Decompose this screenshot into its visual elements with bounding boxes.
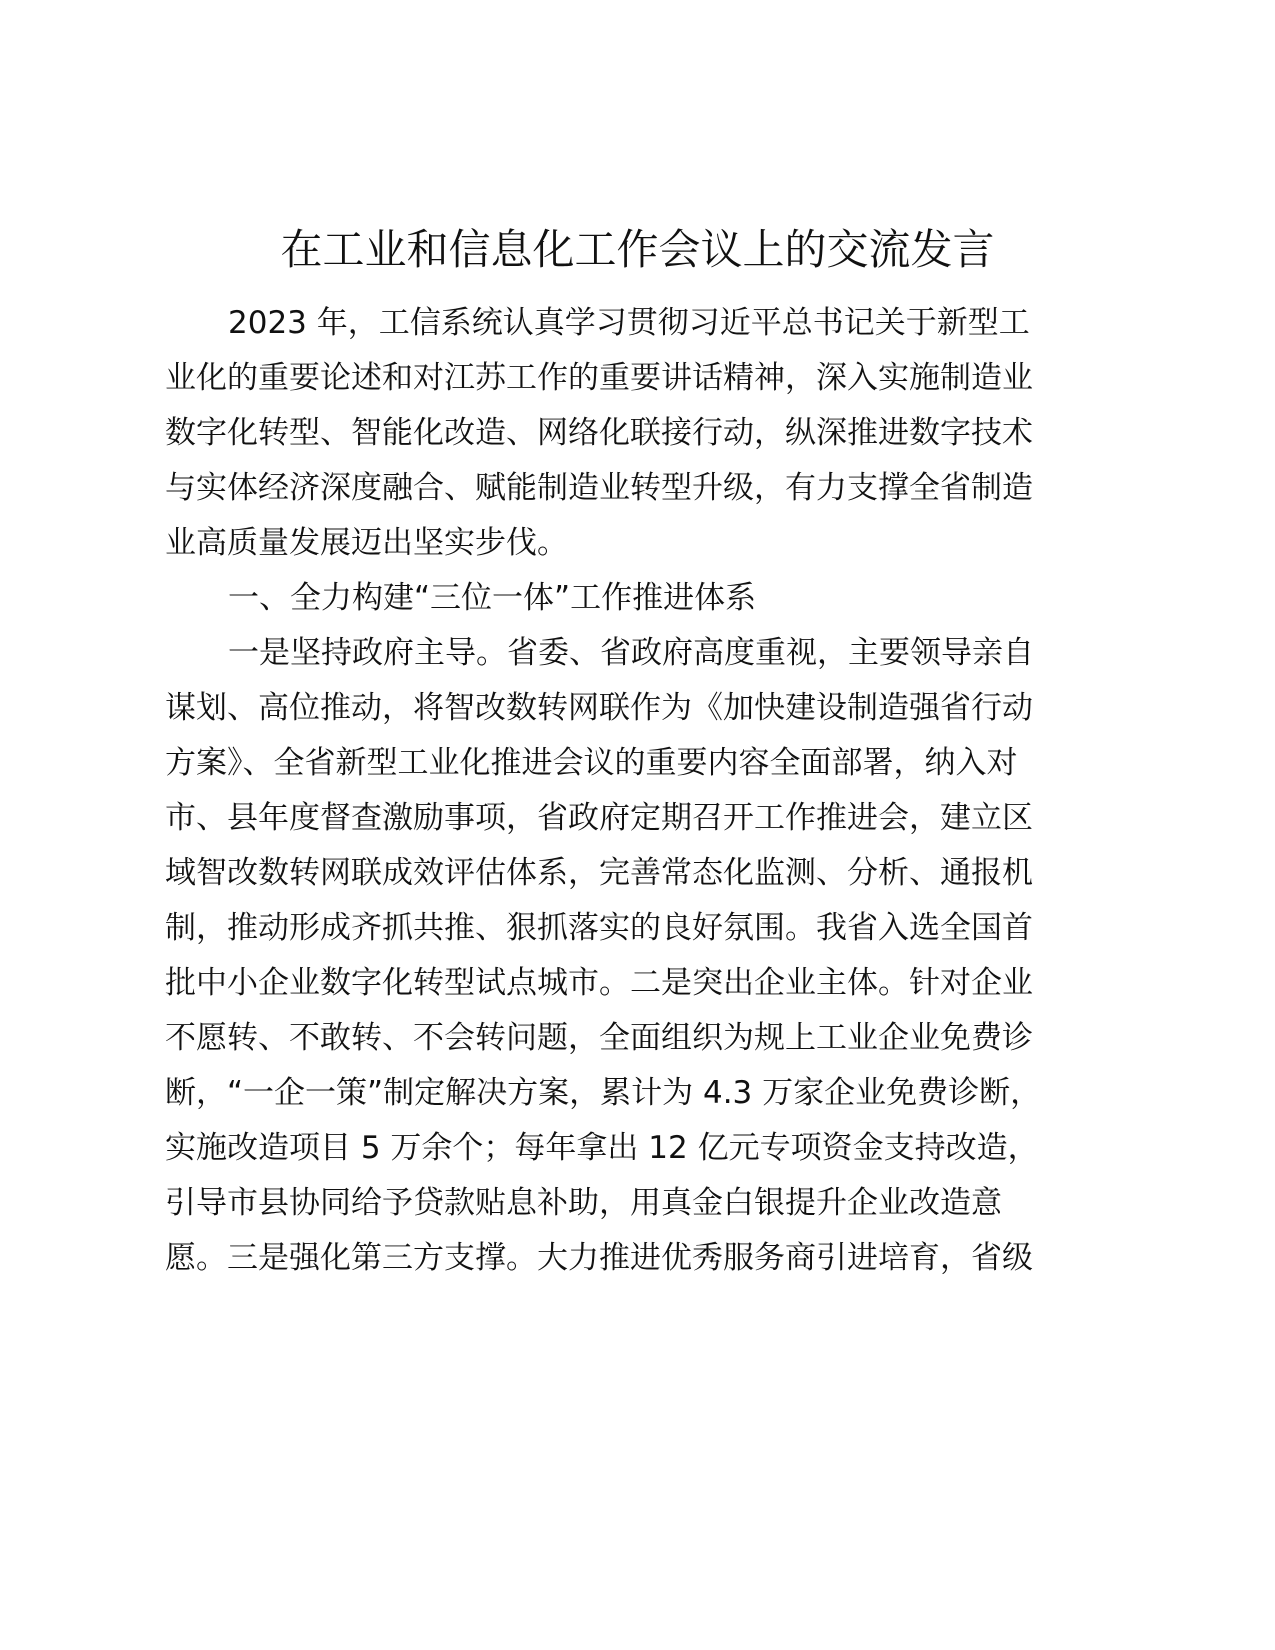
paragraph-line-5: 业高质量发展迈出坚实步伐。 — [165, 525, 568, 561]
paragraph-line-10: 市、县年度督查激励事项，省政府定期召开工作推进会，建立区 — [165, 800, 1033, 836]
paragraph-line-7: 一是坚持政府主导。省委、省政府高度重视，主要领导亲自 — [228, 635, 1034, 671]
paragraph-line-17: 引导市县协同给予贷款贴息补助，用真金白银提升企业改造意 — [165, 1185, 1002, 1221]
document-title: 在工业和信息化工作会议上的交流发言 — [280, 225, 995, 274]
paragraph-line-2: 业化的重要论述和对江苏工作的重要讲话精神，深入实施制造业 — [165, 360, 1033, 396]
paragraph-line-16: 实施改造项目 5 万余个；每年拿出 12 亿元专项资金支持改造， — [165, 1130, 1039, 1166]
paragraph-line-3: 数字化转型、智能化改造、网络化联接行动，纵深推进数字技术 — [165, 415, 1033, 451]
paragraph-line-14: 不愿转、不敢转、不会转问题，全面组织为规上工业企业免费诊 — [165, 1020, 1033, 1056]
paragraph-line-13: 批中小企业数字化转型试点城市。二是突出企业主体。针对企业 — [165, 965, 1033, 1001]
paragraph-line-15: 断，“一企一策”制定解决方案，累计为 4.3 万家企业免费诊断， — [165, 1075, 1042, 1111]
paragraph-line-11: 域智改数转网联成效评估体系，完善常态化监测、分析、通报机 — [165, 855, 1033, 891]
paragraph-line-8: 谋划、高位推动，将智改数转网联作为《加快建设制造强省行动 — [165, 690, 1033, 726]
paragraph-line-1: 2023 年，工信系统认真学习贯彻习近平总书记关于新型工 — [228, 305, 1030, 341]
paragraph-line-4: 与实体经济深度融合、赋能制造业转型升级，有力支撑全省制造 — [165, 470, 1033, 506]
paragraph-line-9: 方案》、全省新型工业化推进会议的重要内容全面部署，纳入对 — [165, 745, 1018, 781]
section-heading-1: 一、全力构建“三位一体”工作推进体系 — [228, 580, 757, 616]
paragraph-line-12: 制，推动形成齐抓共推、狠抓落实的良好氛围。我省入选全国首 — [165, 910, 1033, 946]
paragraph-line-18: 愿。三是强化第三方支撑。大力推进优秀服务商引进培育，省级 — [165, 1240, 1033, 1276]
